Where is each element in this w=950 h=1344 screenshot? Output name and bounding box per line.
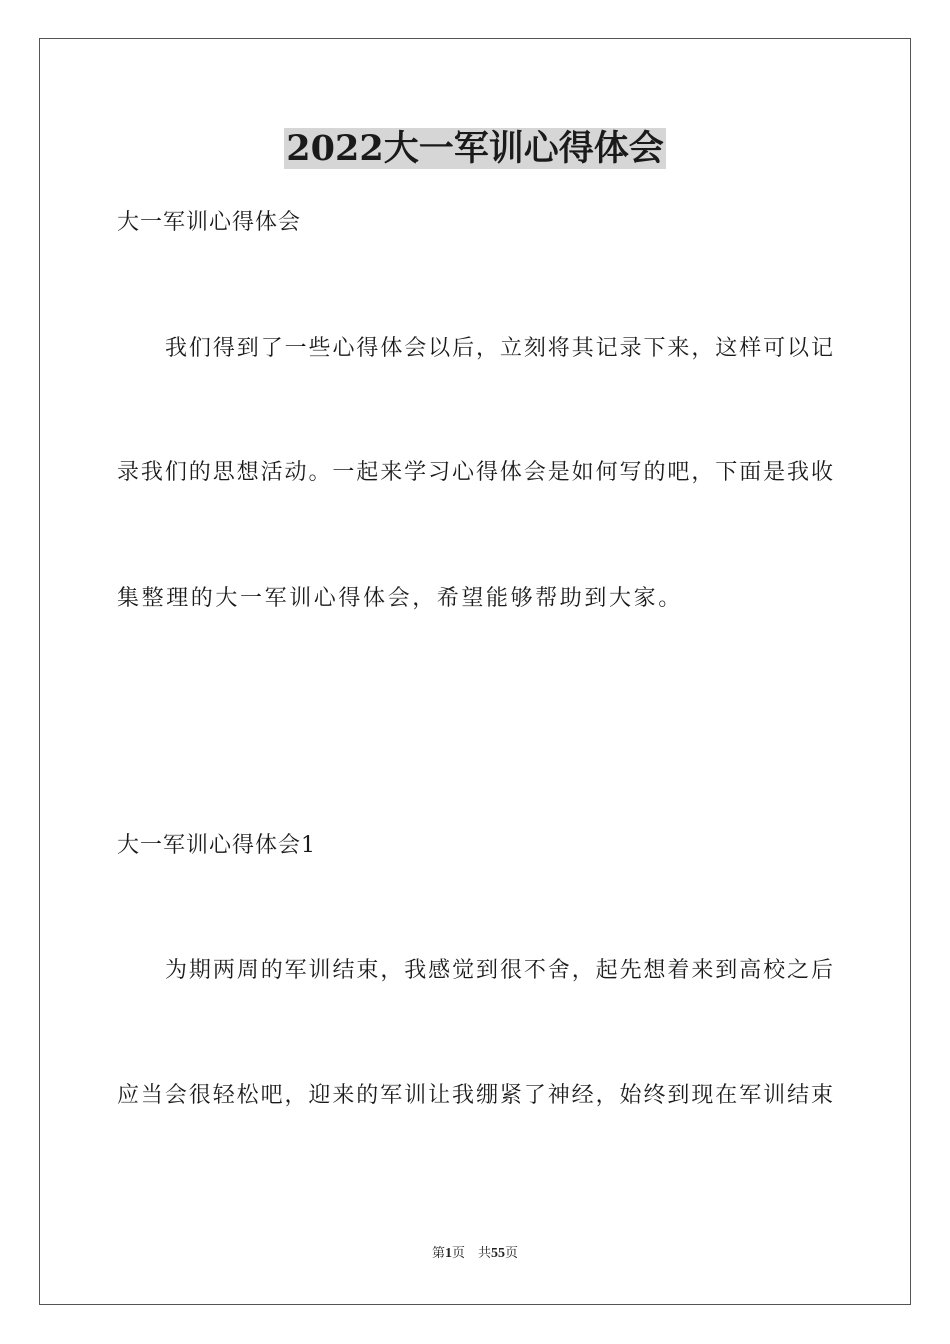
- page-footer: [0, 1245, 950, 1263]
- paragraph-line: 集整理的大一军训心得体会，希望能够帮助到大家。: [117, 586, 683, 611]
- document-heading: 大一军训心得体会: [117, 210, 302, 235]
- current-page-number: 1: [444, 1246, 452, 1261]
- footer-prefix: 第: [431, 1246, 445, 1261]
- paragraph-line: 我们得到了一些心得体会以后，立刻将其记录下来，这样可以记: [165, 336, 833, 361]
- document-title-text: 2022大一军训心得体会: [286, 128, 664, 169]
- paragraph-line: 应当会很轻松吧，迎来的军训让我绷紧了神经，始终到现在军训结束: [117, 1083, 833, 1108]
- total-page-count: 55: [491, 1246, 505, 1261]
- document-title: [0, 126, 950, 172]
- section-heading: 大一军训心得体会1: [117, 833, 316, 858]
- footer-suffix: 页: [505, 1246, 519, 1261]
- paragraph-line: 为期两周的军训结束，我感觉到很不舍，起先想着来到高校之后: [165, 958, 833, 983]
- paragraph-line: 录我们的思想活动。一起来学习心得体会是如何写的吧，下面是我收: [117, 460, 833, 485]
- footer-mid: 页 共: [451, 1246, 491, 1261]
